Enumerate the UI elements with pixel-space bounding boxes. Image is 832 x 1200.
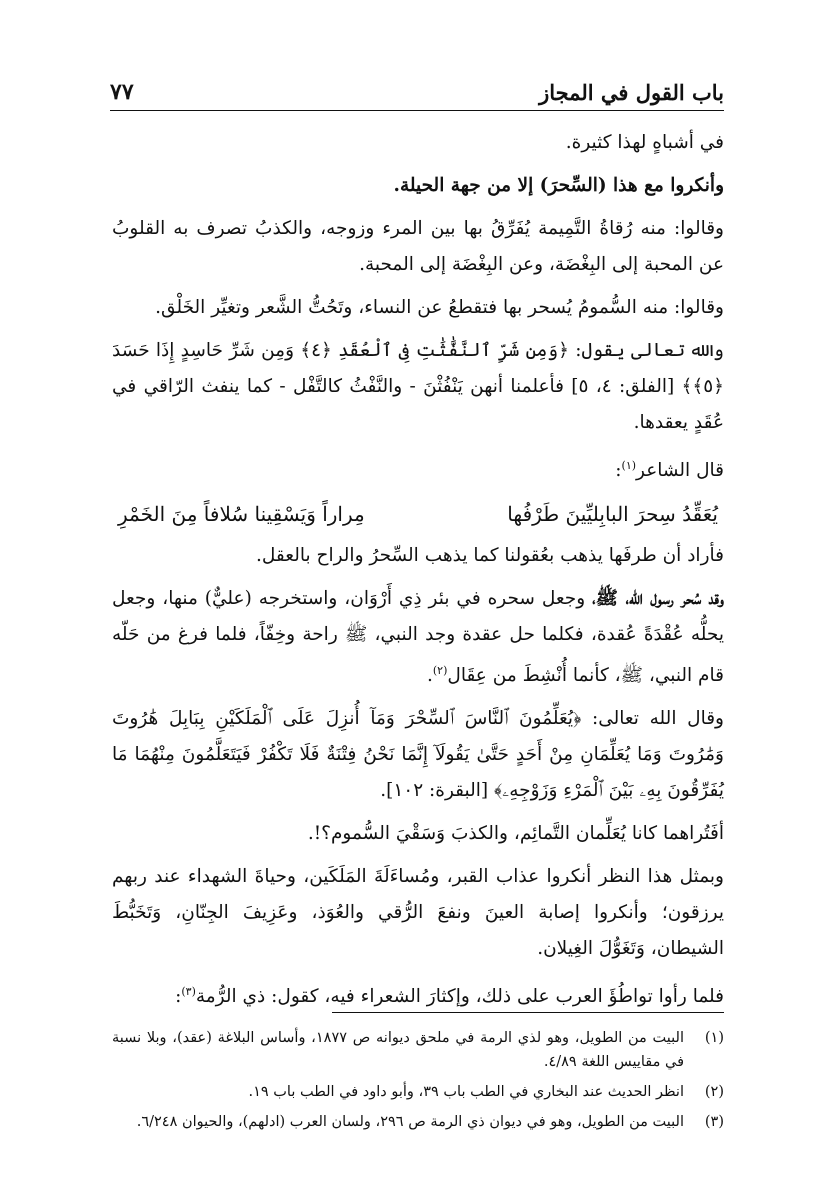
paragraph: وبمثل هذا النظر أنكروا عذاب القبر، ومُساءَلَةَ المَلَكَين، وحياةَ الشهداء عند ربهم يرزقون؛ وأنكروا إصابة العينَ ونفعَ الرُّقي والعُوَذ، وعَزِيفَ الجِنّانِ، وَتَخَبُّطَ الشيطان، وَتَغَوُّلَ الغِيلان. [112,866,724,960]
footnote-item [112,1080,724,1104]
paragraph-heading: وأنكروا مع هذا (السِّحرَ) إلا من جهة الحيلة. [393,175,724,196]
footnote-text: البيت من الطويل، وهو في ديوان ذي الرمة ص ٢٩٦، ولسان العرب (ادلهم)، والحيوان ٦/٢٤٨. [136,1114,684,1130]
footnote-text: البيت من الطويل، وهو لذي الرمة في ملحق ديوانه ص ١٨٧٧، وأساس البلاغة (عقد)، وبلا نسبة في مقاييس اللغة ٤/٨٩. [112,1030,684,1070]
punctuation: . [426,665,433,687]
footnote-separator [332,1012,724,1013]
paragraph-text: وجعل سحره في بئر ذِي أَرْوَان، واستخرجه (عليٌّ) منها، وجعل يحلُّه عُقْدَةً عُقدة، فكلما حل عقدة وجد النبي، ﷺ راحة وخِفّاً، فلما فرغ من حَلّه قام النبي، ﷺ، كأنما أُنْشِطَ من عِقَال [112,588,724,687]
footnotes [112,1026,724,1140]
paragraph [112,581,724,694]
footnote-text: انظر الحديث عند البخاري في الطب باب ٣٩، وأبو داود في الطب باب ١٩. [248,1084,684,1100]
paragraph-text: فلما رأوا تواطُؤَ العرب على ذلك، وإكثارَ الشعراء فيه، كقول: ذي الرُّمة [195,986,724,1008]
footnote-ref: (١) [621,459,637,472]
punctuation: : [615,460,622,482]
running-header [110,74,724,111]
paragraph: وقالوا: منه رُقاةُ التَّمِيمة يُفَرِّقُ بها بين المرء وزوجه، والكذبُ تصرف به القلوبُ عن المحبة إلى البِغْضَة، وعن البِغْضَة إلى المحبة. [112,218,724,275]
poet-intro-text: قال الشاعر [636,460,724,482]
main-text [112,125,724,1022]
page-number: ٧٧ [110,79,134,105]
paragraph-quran-quote: والله تعالى يقول: ﴿وَمِن شَرِّ ٱلنَّفَّٰثَٰتِ فِى ٱلْعُقَدِ ﴿٤﴾ وَمِن شَرِّ حَاسِدٍ إِذَا حَسَدَ ﴿٥﴾﴾ [الفلق: ٤، ٥] فأعلمنا أنهن يَنْفُثْنَ - والنَّفْثُ كالتَّفْل - كما ينفث الرّاقي في عُقَدٍ يعقدها. [112,340,724,433]
chapter-title: باب القول في المجاز [539,79,724,105]
paragraph: في أشباهٍ لهذا كثيرة. [565,132,724,153]
paragraph-quran-quote: وقال الله تعالى: ﴿يُعَلِّمُونَ ٱلنَّاسَ ٱلسِّحْرَ وَمَآ أُنزِلَ عَلَى ٱلْمَلَكَيْنِ بِبَابِلَ هَٰرُوتَ وَمَٰرُوتَ وَمَا يُعَلِّمَانِ مِنْ أَحَدٍ حَتَّىٰ يَقُولَآ إِنَّمَا نَحْنُ فِتْنَةٌ فَلَا تَكْفُرْ فَيَتَعَلَّمُونَ مِنْهُمَا مَا يُفَرِّقُونَ بِهِۦ بَيْنَ ٱلْمَرْءِ وَزَوْجِهِۦ﴾ [البقرة: ١٠٢]. [112,708,724,802]
paragraph: وقالوا: منه السُّمومُ يُسحر بها فتقطعُ عن النساء، وتَحُتُّ الشَّعر وتغيِّر الخَلْق. [155,297,724,318]
paragraph: أفَتُراهما كانا يُعَلِّمان التَّمائِم، والكذبَ وَسَقْيَ السُّموم؟!. [307,823,724,845]
footnote-ref: (٣) [181,985,196,999]
footnote-number: (١) [704,1030,724,1046]
footnote-item [112,1110,724,1134]
verse-second-hemistich: مِراراً وَيَسْقِينا سُلافاً مِنَ الخَمْرِ [118,502,365,527]
paragraph: فأراد أن طرفَها يذهب بعُقولنا كما يذهب السِّحرُ والراح بالعقل. [256,545,724,567]
footnote-number: (٣) [704,1114,724,1130]
footnote-ref: (٢) [432,664,448,678]
paragraph-lead: وقد سُحر رسول الله، ﷺ، [592,588,724,610]
footnote-number: (٢) [704,1084,724,1100]
punctuation: : [175,986,182,1008]
poet-intro [112,448,724,489]
poetry-verse [112,496,724,532]
footnote-item [112,1026,724,1074]
paragraph [112,974,724,1015]
verse-first-hemistich: يُعَقِّدُ سِحرَ البابِليِّينَ طَرْفُها [507,502,718,527]
